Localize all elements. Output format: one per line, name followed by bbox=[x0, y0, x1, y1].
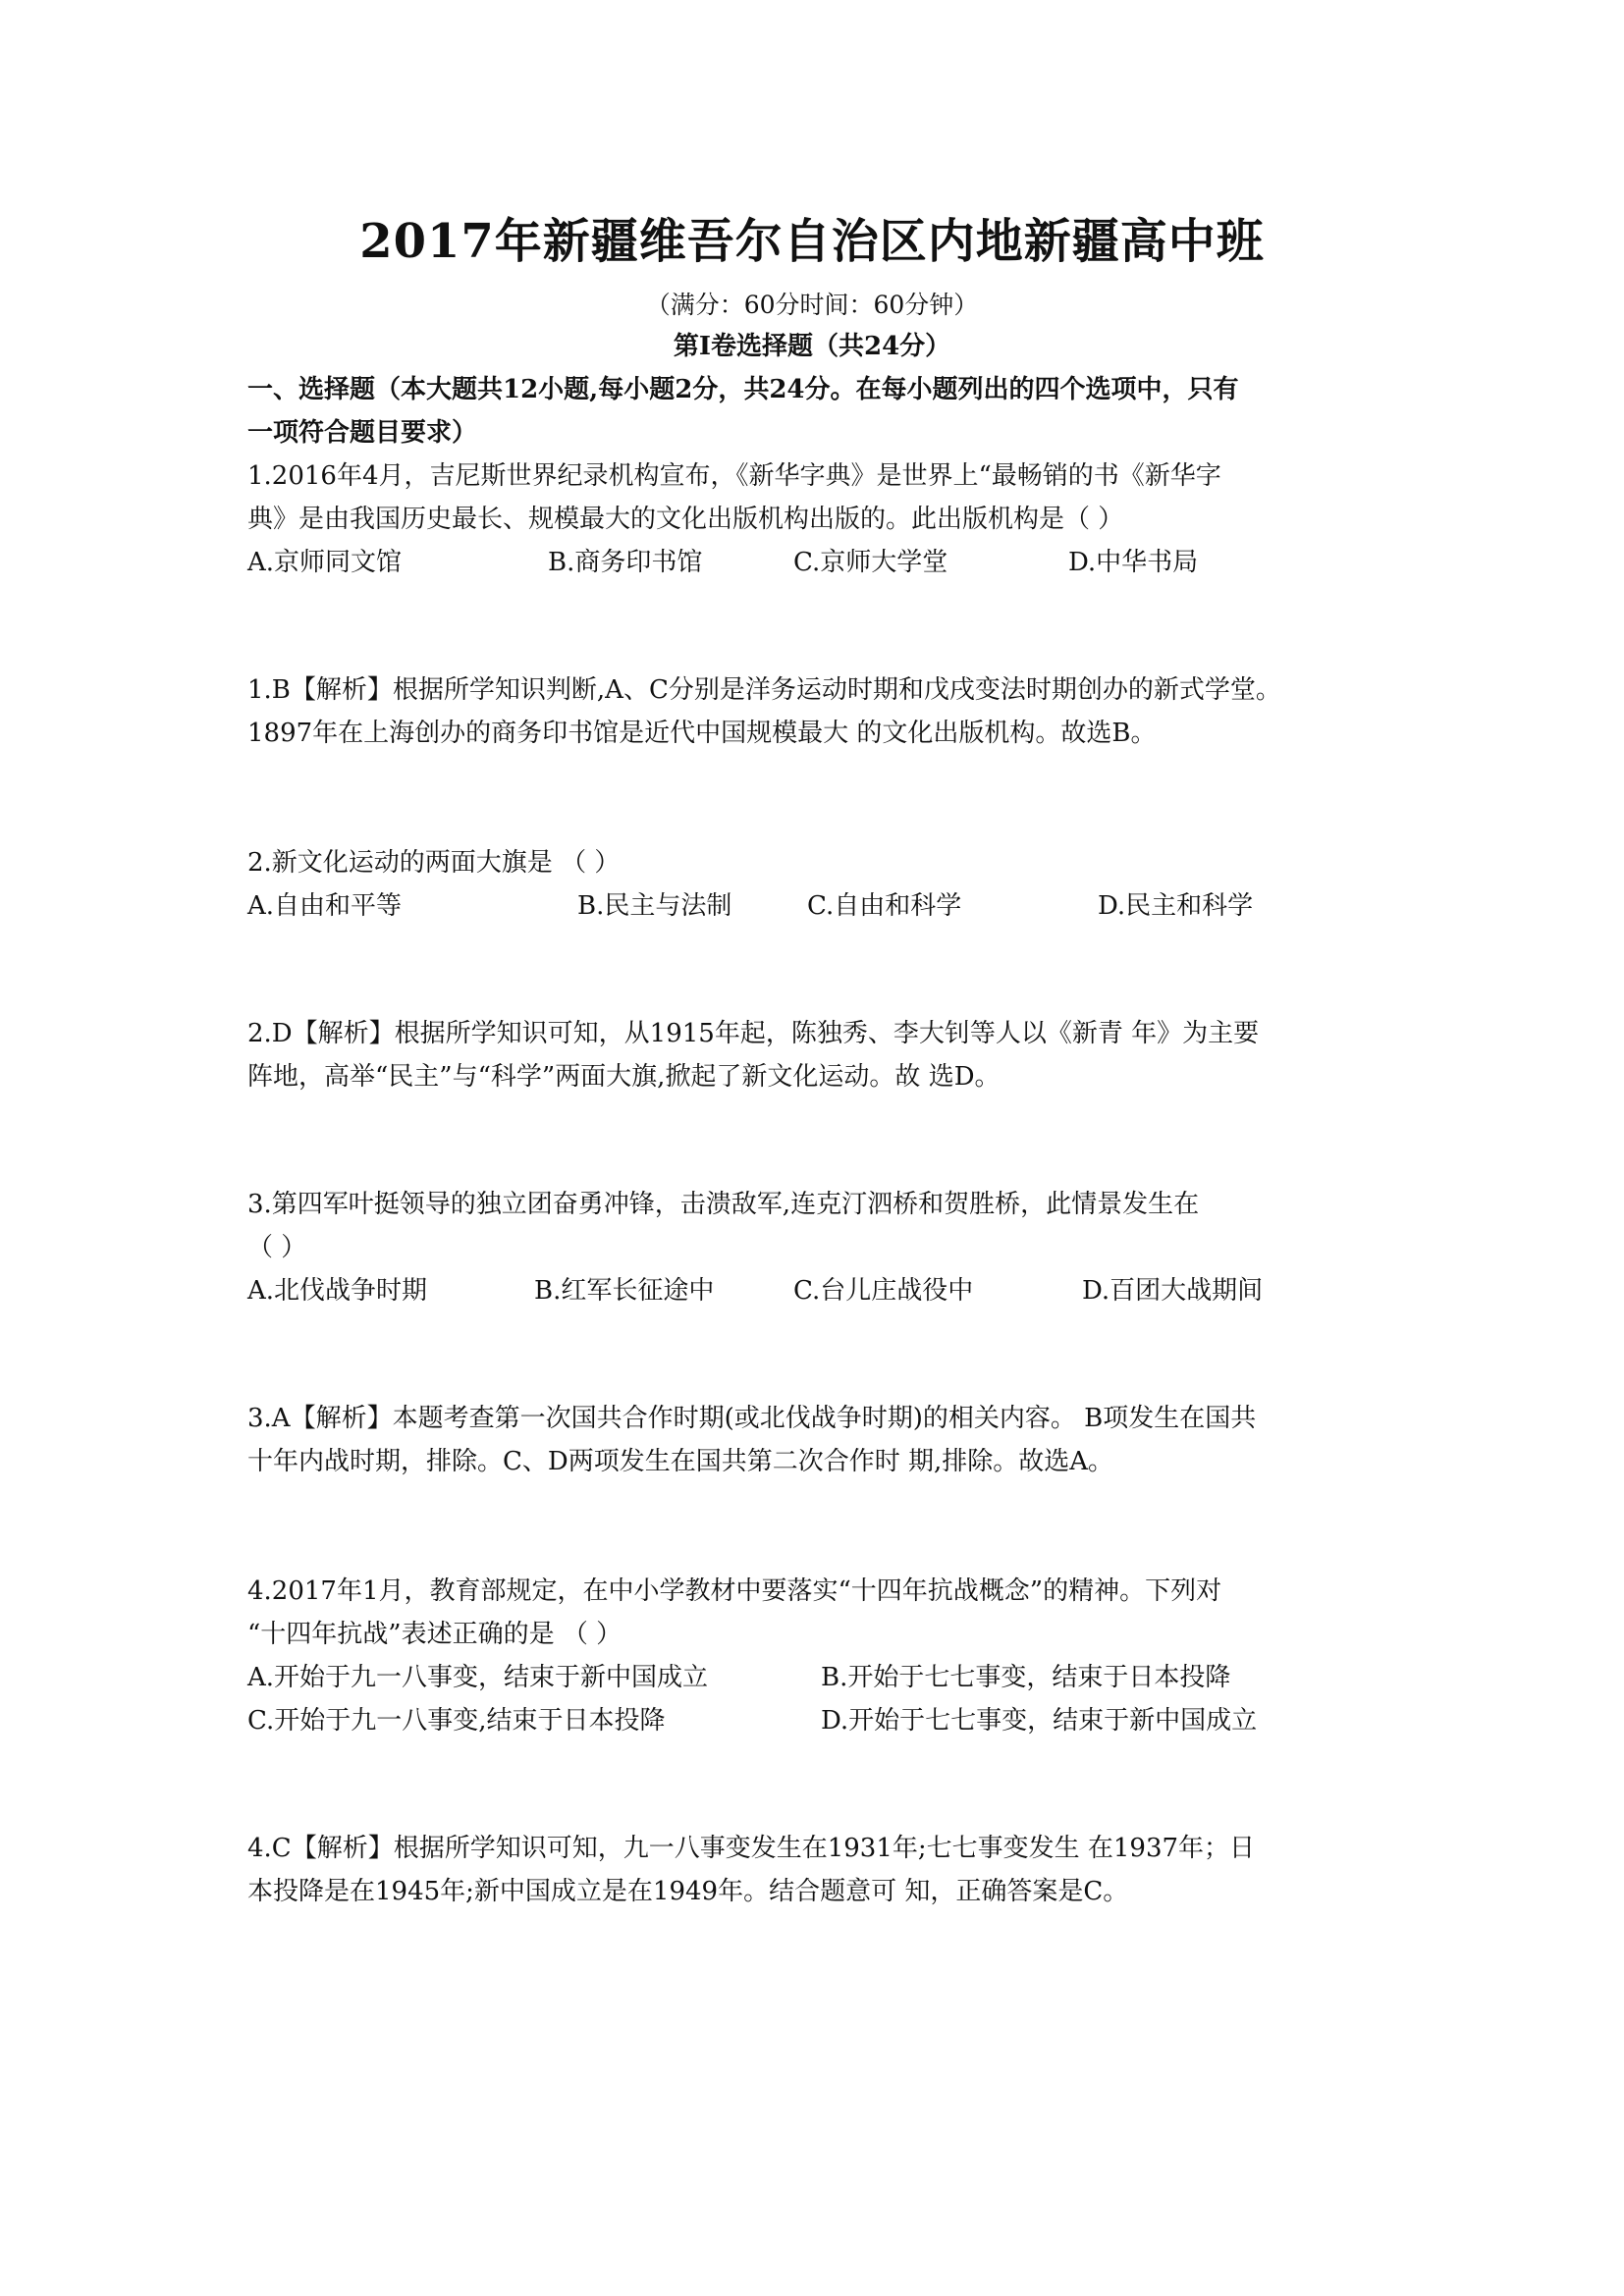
question-2-option-c: C.自由和科学 bbox=[807, 891, 962, 921]
question-4-stem-line-1: 4.2017年1月，教育部规定，在中小学教材中要落实“十四年抗战概念”的精神。下列对 bbox=[247, 1576, 1222, 1606]
question-1-option-b: B.商务印书馆 bbox=[548, 548, 703, 577]
answer-3-line-1: 3.A【解析】本题考查第一次国共合作时期(或北伐战争时期)的相关内容。 B项发生在国共 bbox=[247, 1404, 1257, 1433]
question-2-option-b: B.民主与法制 bbox=[577, 891, 732, 921]
question-3-option-c: C.台儿庄战役中 bbox=[793, 1276, 974, 1306]
answer-2-line-2: 阵地，高举“民主”与“科学”两面大旗,掀起了新文化运动。故 选D。 bbox=[247, 1062, 1001, 1092]
question-4-option-c: C.开始于九一八事变,结束于日本投降 bbox=[247, 1706, 666, 1735]
part-one-instruction-line-2: 一项符合题目要求） bbox=[247, 418, 478, 448]
exam-subtitle: （满分：60分时间：60分钟） bbox=[645, 291, 979, 319]
question-4-option-a: A.开始于九一八事变，结束于新中国成立 bbox=[247, 1663, 709, 1692]
answer-1-line-2: 1897年在上海创办的商务印书馆是近代中国规模最大 的文化出版机构。故选B。 bbox=[247, 719, 1157, 748]
question-2-stem-line-1: 2.新文化运动的两面大旗是 （ ） bbox=[247, 848, 621, 878]
question-2-option-a: A.自由和平等 bbox=[247, 891, 403, 921]
answer-4-line-1: 4.C【解析】根据所学知识可知，九一八事变发生在1931年;七七事变发生 在1937年；日 bbox=[247, 1834, 1256, 1863]
question-3-option-b: B.红军长征途中 bbox=[534, 1276, 715, 1306]
answer-1-line-1: 1.B【解析】根据所学知识判断,A、C分别是洋务运动时期和戊戌变法时期创办的新式学堂。 bbox=[247, 675, 1281, 705]
question-4-stem-line-2: “十四年抗战”表述正确的是 （ ） bbox=[247, 1620, 623, 1649]
question-4-option-b: B.开始于七七事变，结束于日本投降 bbox=[821, 1663, 1231, 1692]
question-1-option-d: D.中华书局 bbox=[1068, 548, 1199, 577]
question-1-stem-line-2: 典》是由我国历史最长、规模最大的文化出版机构出版的。此出版机构是（ ） bbox=[247, 505, 1124, 534]
part-one-instruction-line-1: 一、选择题（本大题共12小题,每小题2分，共24分。在每小题列出的四个选项中，只有 bbox=[247, 375, 1239, 404]
page-title: 2017年新疆维吾尔自治区内地新疆高中班 bbox=[359, 214, 1265, 269]
question-4-option-d: D.开始于七七事变，结束于新中国成立 bbox=[821, 1706, 1258, 1735]
question-2-option-d: D.民主和科学 bbox=[1098, 891, 1254, 921]
answer-2-line-1: 2.D【解析】根据所学知识可知，从1915年起，陈独秀、李大钊等人以《新青 年》为主要 bbox=[247, 1019, 1260, 1048]
answer-3-line-2: 十年内战时期，排除。C、D两项发生在国共第二次合作时 期,排除。故选A。 bbox=[247, 1447, 1114, 1476]
question-3-option-a: A.北伐战争时期 bbox=[247, 1276, 428, 1306]
question-1-option-c: C.京师大学堂 bbox=[793, 548, 948, 577]
question-3-stem-line-1: 3.第四军叶挺领导的独立团奋勇冲锋，击溃敌军,连克汀泗桥和贺胜桥，此情景发生在 bbox=[247, 1190, 1200, 1219]
question-1-option-a: A.京师同文馆 bbox=[247, 548, 403, 577]
question-3-option-d: D.百团大战期间 bbox=[1082, 1276, 1264, 1306]
section-title: 第Ⅰ卷选择题（共24分） bbox=[673, 332, 951, 361]
question-1-stem-line-1: 1.2016年4月，吉尼斯世界纪录机构宣布，《新华字典》是世界上“最畅销的书《新华字 bbox=[247, 461, 1221, 491]
answer-4-line-2: 本投降是在1945年;新中国成立是在1949年。结合题意可 知，正确答案是C。 bbox=[247, 1877, 1129, 1906]
question-3-stem-line-2: （ ） bbox=[247, 1233, 307, 1262]
